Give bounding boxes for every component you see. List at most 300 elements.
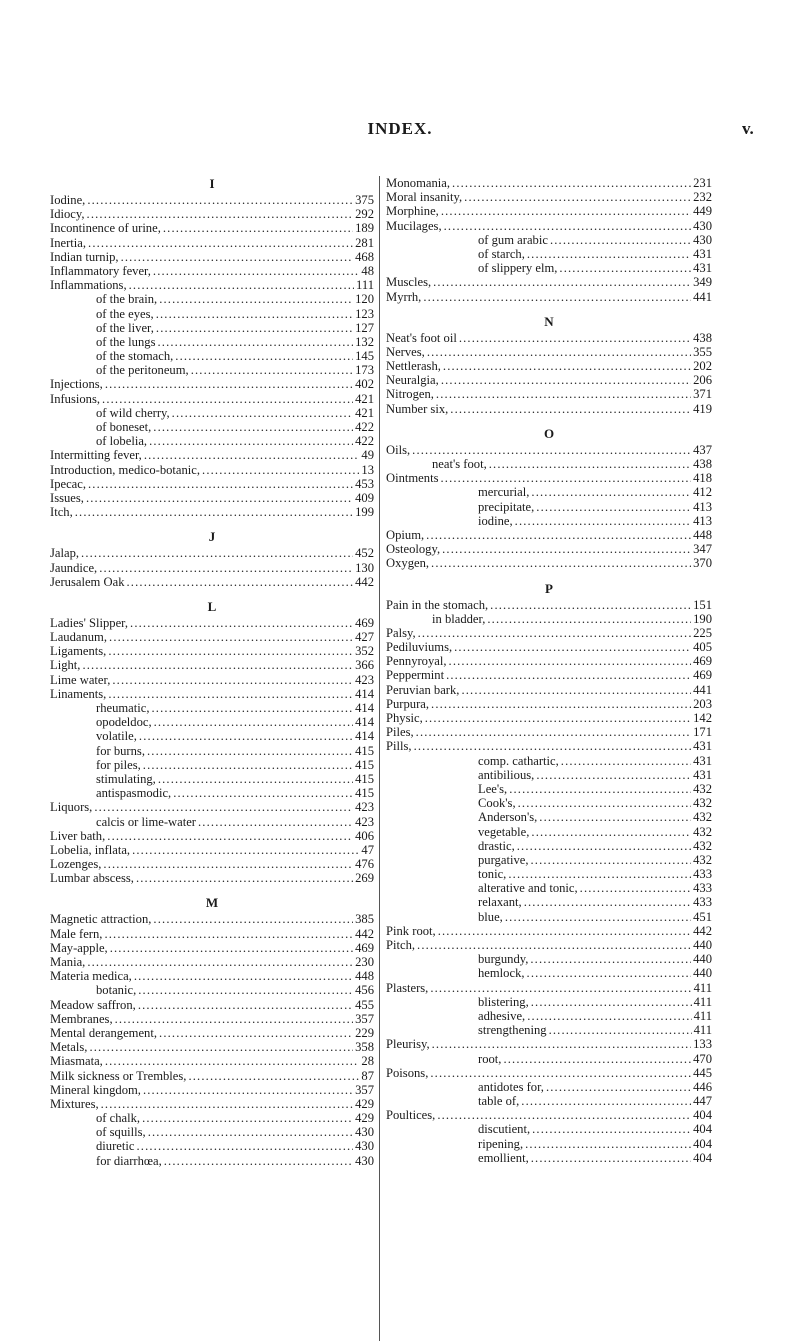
entry-label: Nitrogen, xyxy=(386,387,434,402)
entry-label: Myrrh, xyxy=(386,289,422,304)
entry-page-number: 357 xyxy=(355,1011,374,1026)
entry-label: Lobelia, inflata, xyxy=(50,842,131,857)
entry-page-number: 445 xyxy=(693,1065,712,1080)
leader-dots xyxy=(425,711,691,725)
index-entry xyxy=(386,654,712,668)
entry-label: Peppermint xyxy=(386,668,445,683)
leader-dots xyxy=(438,924,691,938)
entry-label: Osteology, xyxy=(386,542,441,557)
entry-label: Indian turnip, xyxy=(50,249,119,264)
index-subentry xyxy=(386,457,712,471)
entry-label: strengthening xyxy=(478,1023,547,1038)
entry-label: Incontinence of urine, xyxy=(50,221,161,236)
section-spacer xyxy=(386,571,712,581)
leader-dots xyxy=(532,1122,691,1136)
entry-page-number: 347 xyxy=(693,542,712,557)
entry-label: Itch, xyxy=(50,505,73,520)
entry-page-number: 431 xyxy=(693,739,712,754)
entry-page-number: 431 xyxy=(693,753,712,768)
entry-page-number: 47 xyxy=(361,842,374,857)
index-entry xyxy=(50,278,374,292)
leader-dots xyxy=(103,857,353,871)
entry-label: Pediluviums, xyxy=(386,640,453,655)
entry-page-number: 432 xyxy=(693,810,712,825)
index-subentry xyxy=(386,1122,712,1136)
index-entry xyxy=(50,392,374,406)
leader-dots xyxy=(515,514,691,528)
entry-page-number: 231 xyxy=(693,176,712,190)
entry-page-number: 442 xyxy=(355,574,374,589)
entry-page-number: 469 xyxy=(693,668,712,683)
entry-label: Pleurisy, xyxy=(386,1037,430,1052)
entry-page-number: 411 xyxy=(693,1008,712,1023)
page-title: INDEX. xyxy=(367,119,433,138)
entry-page-number: 415 xyxy=(355,757,374,772)
leader-dots xyxy=(527,247,691,261)
index-subentry xyxy=(386,782,712,796)
entry-label: of chalk, xyxy=(96,1111,141,1126)
leader-dots xyxy=(101,1097,353,1111)
entry-page-number: 49 xyxy=(361,448,374,463)
entry-label: precipitate, xyxy=(478,499,535,514)
index-entry xyxy=(50,1083,374,1097)
leader-dots xyxy=(139,729,353,743)
entry-label: Introduction, medico-botanic, xyxy=(50,462,201,477)
entry-page-number: 414 xyxy=(355,701,374,715)
index-column-left xyxy=(50,176,374,1168)
entry-page-number: 411 xyxy=(693,1023,712,1038)
entry-label: Inertia, xyxy=(50,235,87,250)
entry-page-number: 413 xyxy=(693,499,712,514)
entry-page-number: 469 xyxy=(693,654,712,669)
entry-page-number: 370 xyxy=(693,556,712,571)
entry-page-number: 431 xyxy=(693,261,712,276)
leader-dots xyxy=(157,335,353,349)
entry-page-number: 48 xyxy=(361,263,374,278)
entry-page-number: 13 xyxy=(361,462,374,477)
entry-label: Mixtures, xyxy=(50,1096,99,1111)
leader-dots xyxy=(138,998,353,1012)
entry-label: antidotes for, xyxy=(478,1079,544,1094)
entry-label: calcis or lime-water xyxy=(96,814,196,829)
entry-page-number: 437 xyxy=(693,442,712,457)
leader-dots xyxy=(164,1154,353,1168)
leader-dots xyxy=(412,443,691,457)
entry-page-number: 456 xyxy=(355,983,374,998)
leader-dots xyxy=(144,448,360,462)
entry-page-number: 411 xyxy=(693,994,712,1009)
index-entry xyxy=(386,1066,712,1080)
entry-label: blistering, xyxy=(478,994,529,1009)
entry-page-number: 199 xyxy=(355,505,374,520)
index-subentry xyxy=(386,500,712,514)
section-letter: N xyxy=(544,313,554,329)
entry-label: root, xyxy=(478,1051,502,1066)
index-entry xyxy=(386,598,712,612)
index-entry xyxy=(50,264,374,278)
index-subentry xyxy=(50,715,374,729)
index-subentry xyxy=(386,995,712,1009)
index-entry xyxy=(386,668,712,682)
leader-dots xyxy=(107,829,353,843)
entry-page-number: 409 xyxy=(355,490,374,505)
index-entry xyxy=(50,843,374,857)
index-subentry xyxy=(50,1154,374,1168)
leader-dots xyxy=(461,683,691,697)
entry-label: Intermitting fever, xyxy=(50,448,142,463)
index-entry xyxy=(386,290,712,304)
leader-dots xyxy=(530,853,691,867)
leader-dots xyxy=(441,373,691,387)
leader-dots xyxy=(143,758,353,772)
entry-label: Meadow saffron, xyxy=(50,997,136,1012)
leader-dots xyxy=(156,307,353,321)
entry-page-number: 355 xyxy=(693,344,712,359)
entry-page-number: 429 xyxy=(355,1111,374,1126)
index-entry xyxy=(386,373,712,387)
leader-dots xyxy=(99,561,353,575)
entry-label: Liquors, xyxy=(50,800,93,815)
leader-dots xyxy=(444,219,692,233)
entry-page-number: 352 xyxy=(355,644,374,659)
entry-page-number: 375 xyxy=(355,193,374,207)
entry-page-number: 415 xyxy=(355,786,374,801)
leader-dots xyxy=(490,598,691,612)
index-subentry xyxy=(386,895,712,909)
entry-label: Light, xyxy=(50,658,81,673)
leader-dots xyxy=(94,800,353,814)
leader-dots xyxy=(464,190,691,204)
index-entry xyxy=(386,387,712,401)
section-letter: L xyxy=(207,598,217,614)
leader-dots xyxy=(442,542,691,556)
section-spacer xyxy=(50,885,374,895)
entry-page-number: 173 xyxy=(355,363,374,378)
leader-dots xyxy=(121,250,354,264)
leader-dots xyxy=(431,697,691,711)
entry-page-number: 413 xyxy=(693,513,712,528)
leader-dots xyxy=(156,321,353,335)
entry-page-number: 468 xyxy=(355,249,374,264)
entry-label: of squills, xyxy=(96,1125,146,1140)
leader-dots xyxy=(416,725,691,739)
index-entry xyxy=(386,402,712,416)
index-entry xyxy=(50,871,374,885)
entry-label: mercurial, xyxy=(478,485,530,500)
entry-page-number: 432 xyxy=(693,824,712,839)
section-letter: M xyxy=(205,895,219,911)
entry-label: comp. cathartic, xyxy=(478,753,559,768)
entry-label: Poisons, xyxy=(386,1065,429,1080)
index-entry xyxy=(50,221,374,235)
entry-page-number: 357 xyxy=(355,1082,374,1097)
entry-page-number: 127 xyxy=(355,320,374,335)
index-entry xyxy=(386,697,712,711)
index-entry xyxy=(50,250,374,264)
section-spacer xyxy=(50,589,374,599)
entry-page-number: 230 xyxy=(355,955,374,969)
entry-label: Neat's foot oil xyxy=(386,330,457,345)
entry-label: May-apple, xyxy=(50,940,108,955)
entry-label: Issues, xyxy=(50,490,84,505)
index-subentry xyxy=(50,815,374,829)
entry-page-number: 225 xyxy=(693,625,712,640)
entry-label: of wild cherry, xyxy=(96,405,170,420)
leader-dots xyxy=(452,176,691,190)
leader-dots xyxy=(414,739,692,753)
index-entry xyxy=(50,377,374,391)
leader-dots xyxy=(143,1083,353,1097)
entry-label: of gum arabic xyxy=(478,232,548,247)
entry-label: Mental derangement, xyxy=(50,1025,158,1040)
index-entry xyxy=(50,193,374,207)
leader-dots xyxy=(580,881,691,895)
entry-label: table of, xyxy=(478,1094,520,1109)
entry-label: Moral insanity, xyxy=(386,190,463,205)
entry-page-number: 404 xyxy=(693,1136,712,1151)
index-entry xyxy=(50,1012,374,1026)
entry-page-number: 189 xyxy=(355,221,374,236)
index-entry xyxy=(386,725,712,739)
entry-label: in bladder, xyxy=(432,611,486,626)
entry-label: Physic, xyxy=(386,711,423,725)
index-subentry xyxy=(386,233,712,247)
index-subentry xyxy=(386,514,712,528)
leader-dots xyxy=(153,420,353,434)
entry-page-number: 430 xyxy=(693,218,712,233)
page-number: v. xyxy=(742,119,754,138)
index-entry xyxy=(386,683,712,697)
index-subentry xyxy=(386,1080,712,1094)
leader-dots xyxy=(441,204,691,218)
entry-label: Idiocy, xyxy=(50,207,85,222)
index-entry xyxy=(50,546,374,560)
leader-dots xyxy=(153,264,360,278)
entry-page-number: 432 xyxy=(693,781,712,796)
entry-page-number: 411 xyxy=(693,980,712,995)
index-subentry xyxy=(386,1009,712,1023)
entry-label: ripening, xyxy=(478,1136,524,1151)
index-entry xyxy=(386,981,712,995)
entry-label: Ipecac, xyxy=(50,476,86,491)
leader-dots xyxy=(559,261,691,275)
entry-label: Ointments xyxy=(386,471,439,486)
index-entry xyxy=(386,443,712,457)
entry-page-number: 438 xyxy=(693,457,712,471)
index-subentry xyxy=(386,261,712,275)
leader-dots xyxy=(450,402,691,416)
leader-dots xyxy=(430,1066,691,1080)
entry-page-number: 415 xyxy=(355,771,374,786)
entry-page-number: 453 xyxy=(355,476,374,491)
leader-dots xyxy=(112,673,353,687)
entry-page-number: 132 xyxy=(355,334,374,349)
entry-page-number: 433 xyxy=(693,895,712,910)
index-entry xyxy=(50,616,374,630)
index-entry xyxy=(50,1097,374,1111)
index-entry xyxy=(386,1108,712,1122)
entry-page-number: 432 xyxy=(693,796,712,811)
index-entry xyxy=(50,941,374,955)
index-subentry xyxy=(386,612,712,626)
index-entry xyxy=(386,938,712,952)
index-subentry xyxy=(386,952,712,966)
entry-page-number: 441 xyxy=(693,682,712,697)
entry-page-number: 470 xyxy=(693,1051,712,1066)
entry-page-number: 430 xyxy=(355,1139,374,1154)
index-entry xyxy=(386,345,712,359)
entry-page-number: 449 xyxy=(693,204,712,219)
leader-dots xyxy=(427,345,691,359)
entry-label: Cook's, xyxy=(478,796,516,811)
leader-dots xyxy=(431,556,691,570)
index-entry xyxy=(386,219,712,233)
entry-page-number: 412 xyxy=(693,485,712,500)
entry-label: Jalap, xyxy=(50,546,80,561)
entry-label: Liver bath, xyxy=(50,828,106,843)
entry-label: Peruvian bark, xyxy=(386,682,460,697)
leader-dots xyxy=(130,616,353,630)
leader-dots xyxy=(173,786,353,800)
index-entry xyxy=(386,275,712,289)
index-subentry xyxy=(386,768,712,782)
leader-dots xyxy=(430,981,691,995)
index-entry xyxy=(386,640,712,654)
entry-label: Infusions, xyxy=(50,391,101,406)
entry-page-number: 371 xyxy=(693,387,712,402)
entry-label: blue, xyxy=(478,909,503,924)
leader-dots xyxy=(138,983,353,997)
entry-label: Jaundice, xyxy=(50,560,98,575)
leader-dots xyxy=(136,1139,353,1153)
leader-dots xyxy=(142,1111,353,1125)
leader-dots xyxy=(89,1040,353,1054)
entry-page-number: 404 xyxy=(693,1150,712,1165)
index-entry xyxy=(50,463,374,477)
entry-label: Mania, xyxy=(50,955,86,969)
leader-dots xyxy=(132,843,359,857)
entry-label: of the peritoneum, xyxy=(96,363,189,378)
leader-dots xyxy=(88,477,353,491)
leader-dots xyxy=(509,782,691,796)
entry-label: diuretic xyxy=(96,1139,135,1154)
entry-page-number: 422 xyxy=(355,420,374,434)
leader-dots xyxy=(198,815,353,829)
leader-dots xyxy=(561,754,691,768)
index-entry xyxy=(386,331,712,345)
entry-page-number: 421 xyxy=(355,405,374,420)
leader-dots xyxy=(418,626,691,640)
entry-label: Nerves, xyxy=(386,344,425,359)
entry-page-number: 111 xyxy=(356,278,374,293)
index-column-right xyxy=(386,176,712,1165)
entry-label: Inflammations, xyxy=(50,278,127,293)
leader-dots xyxy=(159,1026,353,1040)
entry-page-number: 402 xyxy=(355,377,374,392)
index-entry xyxy=(50,658,374,672)
index-entry xyxy=(386,739,712,753)
leader-dots xyxy=(149,434,353,448)
entry-label: Membranes, xyxy=(50,1011,113,1026)
entry-label: of starch, xyxy=(478,246,525,261)
index-entry xyxy=(50,236,374,250)
index-subentry xyxy=(50,744,374,758)
leader-dots xyxy=(102,392,353,406)
entry-label: Anderson's, xyxy=(478,810,538,825)
leader-dots xyxy=(489,457,691,471)
entry-label: for diarrhœa, xyxy=(96,1153,162,1168)
index-subentry xyxy=(386,1137,712,1151)
leader-dots xyxy=(459,331,691,345)
entry-page-number: 404 xyxy=(693,1108,712,1123)
leader-dots xyxy=(147,744,353,758)
entry-page-number: 414 xyxy=(355,715,374,730)
index-entry xyxy=(50,1054,374,1068)
index-entry xyxy=(50,1069,374,1083)
entry-page-number: 206 xyxy=(693,373,712,388)
entry-page-number: 423 xyxy=(355,800,374,815)
entry-page-number: 418 xyxy=(693,471,712,486)
entry-page-number: 358 xyxy=(355,1040,374,1055)
entry-page-number: 414 xyxy=(355,729,374,744)
leader-dots xyxy=(86,491,353,505)
entry-label: Oils, xyxy=(386,442,411,457)
entry-label: drastic, xyxy=(478,838,515,853)
entry-label: Opium, xyxy=(386,527,425,542)
entry-label: emollient, xyxy=(478,1150,529,1165)
index-entry xyxy=(50,630,374,644)
leader-dots xyxy=(148,1125,353,1139)
section-letter: I xyxy=(209,176,215,191)
entry-page-number: 440 xyxy=(693,938,712,952)
entry-page-number: 422 xyxy=(355,434,374,449)
leader-dots xyxy=(109,630,353,644)
section-letter: P xyxy=(545,580,553,596)
entry-label: Iodine, xyxy=(50,193,86,207)
entry-page-number: 451 xyxy=(693,909,712,924)
entry-label: burgundy, xyxy=(478,952,529,967)
leader-dots xyxy=(115,1012,354,1026)
leader-dots xyxy=(417,938,691,952)
entry-page-number: 366 xyxy=(355,658,374,673)
index-subentry xyxy=(386,867,712,881)
entry-page-number: 405 xyxy=(693,640,712,655)
index-subentry xyxy=(386,839,712,853)
entry-label: purgative, xyxy=(478,852,529,867)
entry-page-number: 476 xyxy=(355,857,374,872)
entry-page-number: 452 xyxy=(355,546,374,561)
index-subentry xyxy=(386,1023,712,1037)
entry-label: Piles, xyxy=(386,725,414,740)
index-subentry xyxy=(386,247,712,261)
section-spacer xyxy=(386,416,712,426)
entry-label: for burns, xyxy=(96,743,145,758)
leader-dots xyxy=(446,668,691,682)
entry-label: Morphine, xyxy=(386,204,439,219)
leader-dots xyxy=(191,363,353,377)
leader-dots xyxy=(527,966,692,980)
index-subentry xyxy=(386,485,712,499)
entry-label: Mineral kingdom, xyxy=(50,1082,141,1097)
entry-page-number: 433 xyxy=(693,881,712,896)
entry-page-number: 269 xyxy=(355,871,374,886)
entry-page-number: 447 xyxy=(693,1094,712,1109)
entry-page-number: 385 xyxy=(355,912,374,927)
index-subentry xyxy=(50,729,374,743)
leader-dots xyxy=(82,658,353,672)
entry-label: of the brain, xyxy=(96,292,158,307)
index-subentry xyxy=(386,1052,712,1066)
